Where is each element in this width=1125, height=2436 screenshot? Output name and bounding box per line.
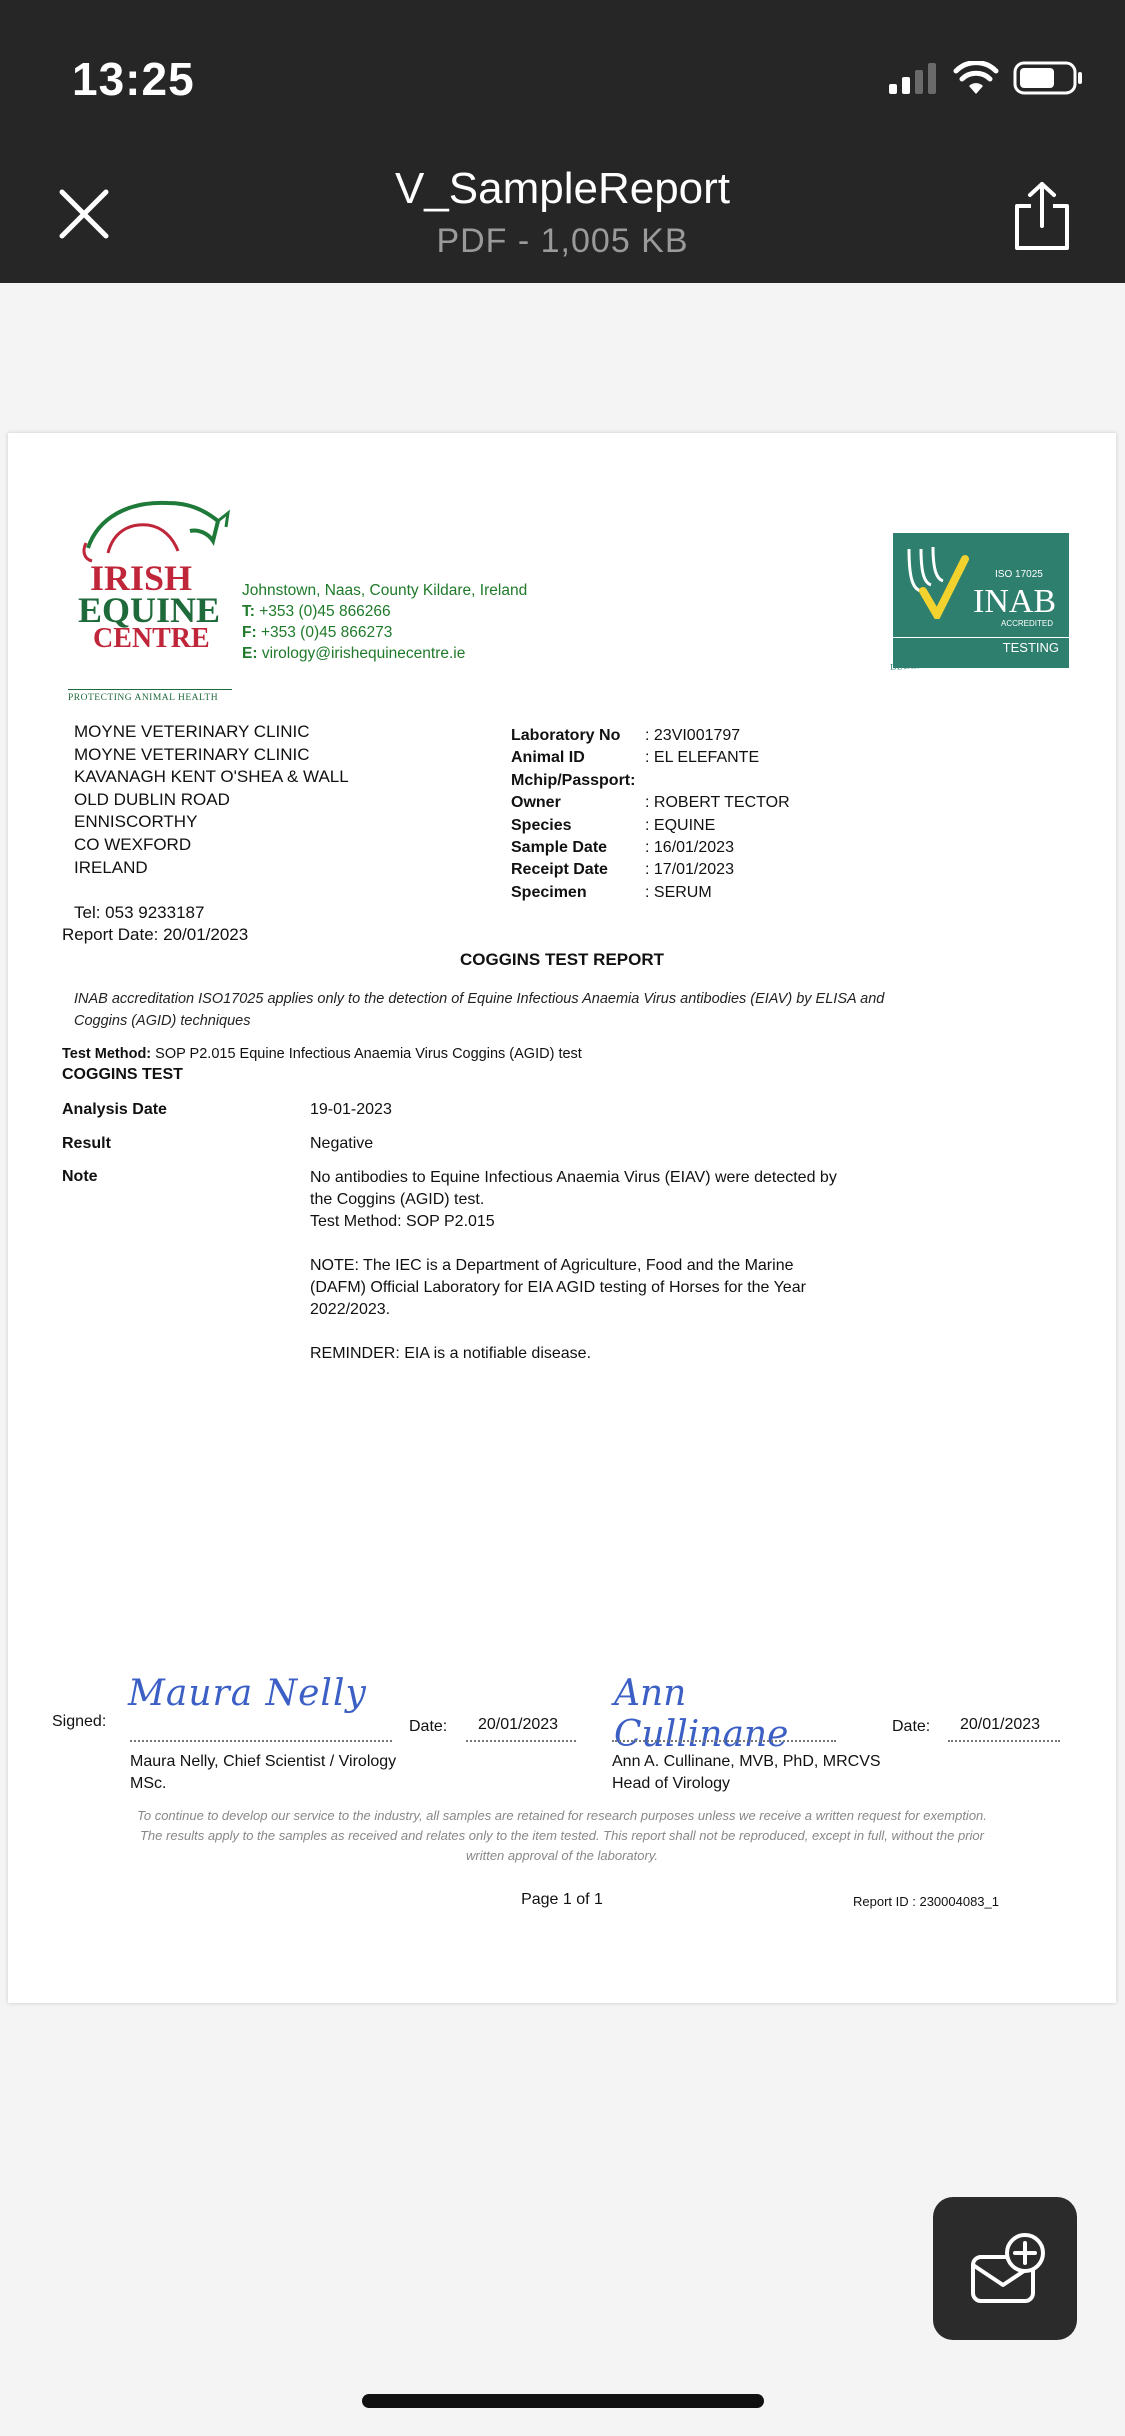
footer-line: The results apply to the samples as received and relates only to the item tested. This report shall not be reproduced, except in full, without the prior <box>139 1828 984 1843</box>
signature-1-line <box>130 1740 392 1742</box>
client-address-line: OLD DUBLIN ROAD <box>74 789 230 809</box>
signer-1-name <box>130 1751 396 1795</box>
page-number: Page 1 of 1 <box>521 1891 603 1908</box>
compose-button[interactable] <box>933 2197 1077 2340</box>
lab-details <box>511 725 790 904</box>
client-address <box>74 721 349 879</box>
inab-badge <box>893 533 1069 668</box>
inab-name: INAB <box>973 583 1057 620</box>
note-line: 2022/2023. <box>310 1301 391 1318</box>
wifi-icon <box>953 61 999 95</box>
note-label: Note <box>62 1168 98 1185</box>
lab-row: Sample Date : 16/01/2023 <box>511 839 734 857</box>
footer-disclaimer <box>48 1806 1076 1866</box>
status-icons <box>887 60 1085 96</box>
note-line: Test Method: SOP P2.015 <box>310 1213 495 1230</box>
contact-block <box>242 580 527 664</box>
accreditation-note-line: Coggins (AGID) techniques <box>74 1013 251 1029</box>
client-address-line: ENNISCORTHY <box>74 812 198 832</box>
analysis-date-value: 19-01-2023 <box>310 1101 392 1118</box>
accreditation-note-line: INAB accreditation ISO17025 applies only to the detection of Equine Infectious Anaemia Virus antibodies (EIAV) by ELISA and <box>74 991 885 1007</box>
share-icon[interactable] <box>1011 180 1073 252</box>
battery-icon <box>1013 60 1085 96</box>
top-bar <box>0 0 1125 283</box>
accreditation-note <box>74 988 884 1032</box>
logo-centre: CENTRE <box>93 623 210 654</box>
signer-1-name-line: Maura Nelly, Chief Scientist / Virology <box>130 1753 397 1770</box>
test-method: Test Method: SOP P2.015 Equine Infectious Anaemia Virus Coggins (AGID) test <box>62 1046 582 1062</box>
note-line: (DAFM) Official Laboratory for EIA AGID testing of Horses for the Year <box>310 1279 806 1296</box>
lab-row: Mchip/Passport: <box>511 771 636 789</box>
note-line: NOTE: The IEC is a Department of Agriculture, Food and the Marine <box>310 1257 794 1274</box>
date-2-line <box>948 1740 1060 1742</box>
signer-2-name-line: Ann A. Cullinane, MVB, PhD, MRCVS <box>612 1753 881 1770</box>
result-label: Result <box>62 1135 111 1152</box>
logo-equine: EQUINE <box>78 590 221 630</box>
pdf-page[interactable] <box>8 433 1116 2003</box>
client-address-line: MOYNE VETERINARY CLINIC <box>74 722 310 741</box>
logo-irish: IRISH <box>90 558 193 598</box>
client-address-line: IRELAND <box>74 857 148 877</box>
result-value: Negative <box>310 1135 374 1152</box>
note-text <box>310 1167 837 1365</box>
report-id: Report ID : 230004083_1 <box>853 1894 999 1909</box>
client-address-line: MOYNE VETERINARY CLINIC <box>74 744 310 764</box>
lab-row: Receipt Date : 17/01/2023 <box>511 861 734 879</box>
signer-2-name <box>612 1751 881 1795</box>
date-2-value: 20/01/2023 <box>960 1716 1041 1733</box>
contact-address: Johnstown, Naas, County Kildare, Ireland <box>242 582 528 599</box>
iec-logo <box>68 493 238 654</box>
date-1-label: Date: <box>409 1718 448 1735</box>
footer-line: written approval of the laboratory. <box>466 1848 658 1863</box>
contact-email: E: virology@irishequinecentre.ie <box>242 645 466 662</box>
signer-2-name-line: Head of Virology <box>612 1775 730 1792</box>
client-address-line: KAVANAGH KENT O'SHEA & WALL <box>74 767 349 787</box>
section-title: COGGINS TEST <box>62 1066 183 1083</box>
logo-tagline: PROTECTING ANIMAL HEALTH <box>68 689 232 703</box>
inab-reg: DETAILED IN SCOPE REG NO. 151T <box>889 651 1035 673</box>
signature-1: Maura Nelly <box>128 1673 367 1714</box>
report-title: COGGINS TEST REPORT <box>459 950 665 969</box>
analysis-date-label: Analysis Date <box>62 1101 167 1118</box>
inab-testing: TESTING <box>893 637 1069 655</box>
date-1-value: 20/01/2023 <box>478 1716 559 1733</box>
signature-2: Ann Cullinane <box>614 1673 789 1755</box>
lab-row: Species : EQUINE <box>511 816 716 834</box>
report-date: Report Date: 20/01/2023 <box>62 925 249 944</box>
compose-mail-icon <box>933 2197 1077 2340</box>
signature-2-line <box>612 1740 836 1742</box>
lab-row: Animal ID : EL ELEFANTE <box>511 749 760 767</box>
footer-line: To continue to develop our service to the industry, all samples are retained for research purposes unless we receive a written request for exemption. <box>137 1808 987 1823</box>
inab-accredited: ACCREDITED <box>1001 619 1054 628</box>
client-tel: Tel: 053 9233187 <box>74 903 205 922</box>
horse-logo-icon <box>68 493 238 563</box>
inab-iso: ISO 17025 <box>995 569 1043 580</box>
lab-row: Laboratory No : 23VI001797 <box>511 727 741 744</box>
inab-check-icon <box>903 539 973 619</box>
note-line: the Coggins (AGID) test. <box>310 1191 485 1208</box>
signed-label: Signed: <box>52 1713 107 1730</box>
lab-row: Owner : ROBERT TECTOR <box>511 794 790 812</box>
date-2-label: Date: <box>892 1718 931 1735</box>
date-1-line <box>466 1740 576 1742</box>
document-title: V_SampleReport <box>394 164 731 213</box>
cellular-signal-icon <box>887 62 939 94</box>
home-indicator[interactable] <box>362 2394 764 2408</box>
status-time: 13:25 <box>72 53 195 105</box>
note-line: No antibodies to Equine Infectious Anaemia Virus (EIAV) were detected by <box>310 1169 837 1186</box>
contact-tel: T: +353 (0)45 866266 <box>242 603 391 620</box>
signer-1-name-line: MSc. <box>130 1775 167 1792</box>
client-address-line: CO WEXFORD <box>74 834 192 854</box>
lab-row: Specimen : SERUM <box>511 883 712 901</box>
contact-fax: F: +353 (0)45 866273 <box>242 624 393 641</box>
document-subtitle: PDF - 1,005 KB <box>436 222 689 260</box>
note-line: REMINDER: EIA is a notifiable disease. <box>310 1345 592 1362</box>
